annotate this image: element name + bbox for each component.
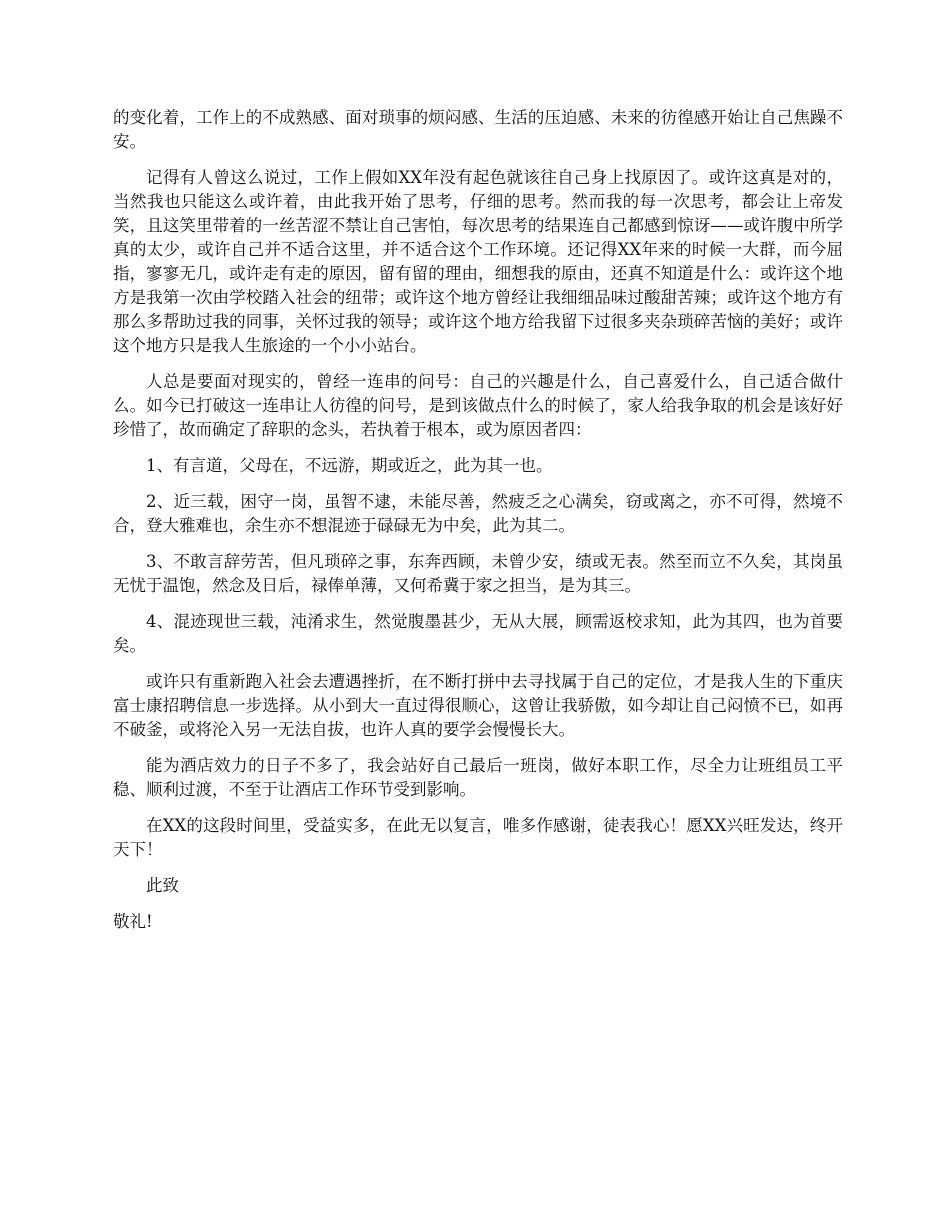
paragraph-handover: 能为酒店效力的日子不多了，我会站好自己最后一班岗，做好本职工作，尽全力让班组员工平稳、顺利过渡，不至于让酒店工作环节受到影响。 (113, 756, 843, 799)
paragraph-thanks: 在XX的这段时间里，受益实多，在此无以复言，唯多作感谢，徒表我心！愿XX兴旺发达，终开天下！ (113, 816, 843, 859)
closing-salutation: 此致 (146, 876, 179, 895)
document-page (113, 106, 843, 946)
paragraph-reflection: 记得有人曾这么说过，工作上假如XX年没有起色就该往自己身上找原因了。或许这真是对的，当然我也只能这么或许着，由此我开始了思考，仔细的思考。然而我的每一次思考，都会让上帝发笑，且这笑里带着的一丝苦涩不禁让自己害怕，每次思考的结果连自己都感到惊讶——或许腹中所学真的太少，或许自己并不适合这里，并不适合这个工作环境。还记得XX年来的时候一大群，而今屈指，寥寥无几，或许走有走的原因，留有留的理由，细想我的原由，还真不知道是什么：或许这个地方是我第一次由学校踏入社会的纽带；或许这个地方曾经让我细细品味过酸甜苦辣；或许这个地方有那么多帮助过我的同事，关怀过我的领导；或许这个地方给我留下过很多夹杂琐碎苦恼的美好；或许这个地方只是我人生旅途的一个小小站台。 (113, 168, 843, 355)
paragraph-continuation: 的变化着，工作上的不成熟感、面对琐事的烦闷感、生活的压迫感、未来的彷徨感开始让自己焦躁不安。 (113, 108, 843, 151)
closing-regards: 敬礼! (113, 912, 153, 931)
paragraph-reasons-intro: 人总是要面对现实的，曾经一连串的问号：自己的兴趣是什么，自己喜爱什么，自己适合做什么。如今已打破这一连串让人彷徨的问号，是到该做点什么的时候了，家人给我争取的机会是该好好珍惜了，故而确定了辞职的念头，若执着于根本，或为原因者四： (113, 372, 843, 439)
reason-item-3: 3、不敢言辞劳苦，但凡琐碎之事，东奔西顾，未曾少安，绩或无表。然至而立不久矣，其岗虽无忧于温饱，然念及日后，禄俸单薄，又何希冀于家之担当，是为其三。 (113, 552, 843, 595)
reason-item-2: 2、近三载，困守一岗，虽智不逮，未能尽善，然疲乏之心满矣，窃或离之，亦不可得，然境不合，登大雅难也，余生亦不想混迹于碌碌无为中矣，此为其二。 (113, 492, 843, 535)
paragraph-new-start: 或许只有重新跑入社会去遭遇挫折，在不断打拼中去寻找属于自己的定位，才是我人生的下重庆富士康招聘信息一步选择。从小到大一直过得很顺心，这曾让我骄傲，如今却让自己闷愤不已，如再不破釜，或将沦入另一无法自拔，也许人真的要学会慢慢长大。 (113, 672, 843, 739)
reason-item-1: 1、有言道，父母在，不远游，期或近之，此为其一也。 (146, 456, 553, 475)
reason-item-4: 4、混迹现世三载，沌淆求生，然觉腹墨甚少，无从大展，顾需返校求知，此为其四，也为首要矣。 (113, 612, 843, 655)
